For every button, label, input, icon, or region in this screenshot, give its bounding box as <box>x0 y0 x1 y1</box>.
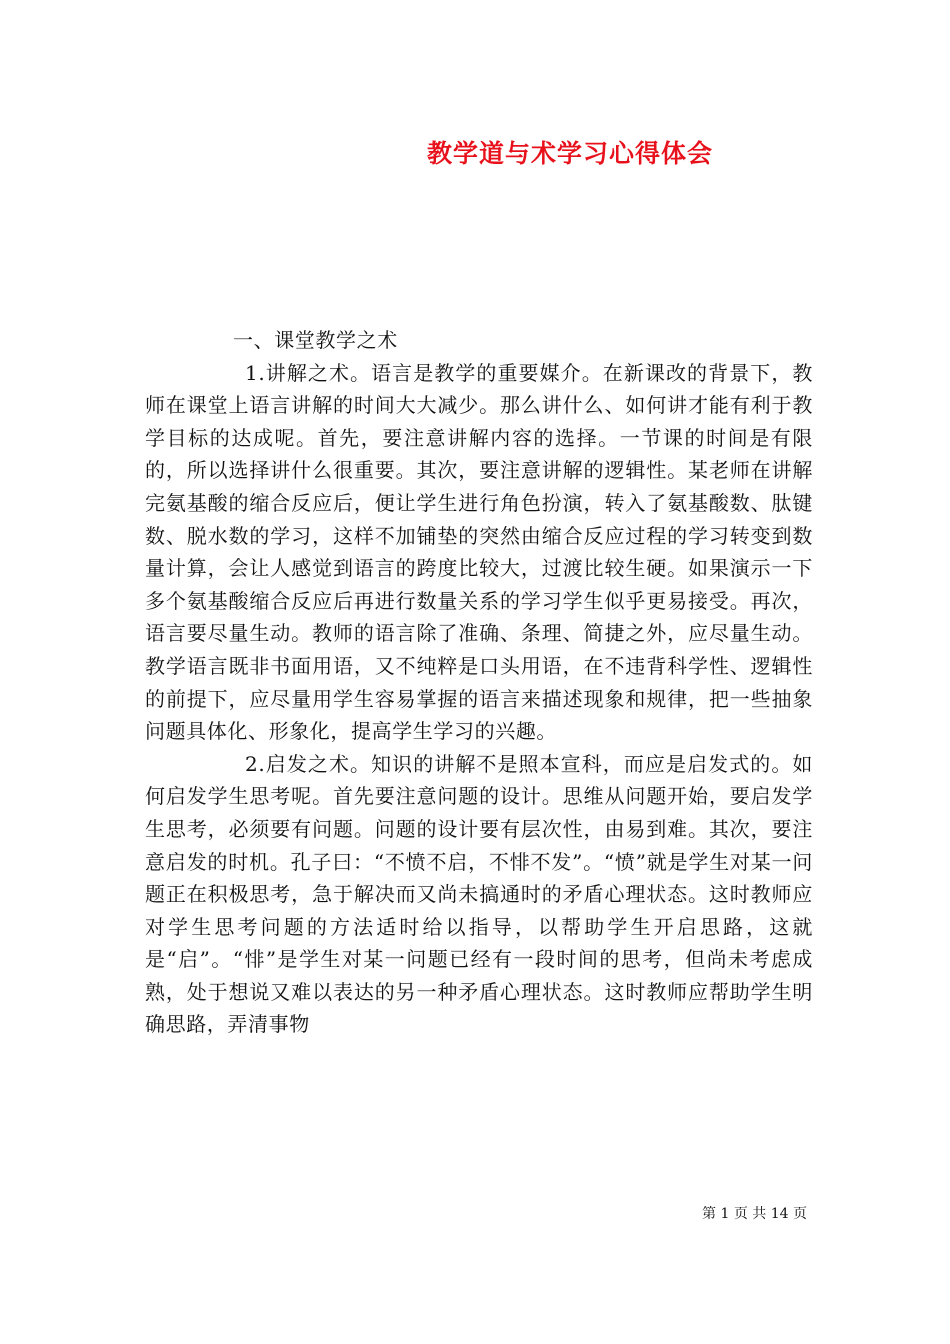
document-body <box>145 324 813 1041</box>
paragraph-explaining: 1.讲解之术。语言是教学的重要媒介。在新课改的背景下，教师在课堂上语言讲解的时间大大减少。那么讲什么、如何讲才能有利于教学目标的达成呢。首先，要注意讲解内容的选择。一节课的时间是有限的，所以选择讲什么很重要。其次，要注意讲解的逻辑性。某老师在讲解完氨基酸的缩合反应后，便让学生进行角色扮演，转入了氨基酸数、肽键数、脱水数的学习，这样不加铺垫的突然由缩合反应过程的学习转变到数量计算，会让人感觉到语言的跨度比较大，过渡比较生硬。如果演示一下多个氨基酸缩合反应后再进行数量关系的学习学生似乎更易接受。再次，语言要尽量生动。教师的语言除了准确、条理、简捷之外，应尽量生动。教学语言既非书面用语，又不纯粹是口头用语，在不违背科学性、逻辑性的前提下，应尽量用学生容易掌握的语言来描述现象和规律，把一些抽象问题具体化、形象化，提高学生学习的兴趣。 <box>145 360 813 744</box>
document-title: 教学道与术学习心得体会 <box>426 139 713 168</box>
paragraph-inspiring: 2.启发之术。知识的讲解不是照本宣科，而应是启发式的。如何启发学生思考呢。首先要注意问题的设计。思维从问题开始，要启发学生思考，必须要有问题。问题的设计要有层次性，由易到难。其次，要注意启发的时机。孔子曰：“不愤不启，不悱不发”。“愤”就是学生对某一问题正在积极思考，急于解决而又尚未搞通时的矛盾心理状态。这时教师应对学生思考问题的方法适时给以指导，以帮助学生开启思路，这就是“启”。“悱”是学生对某一问题已经有一段时间的思考，但尚未考虑成熟，处于想说又难以表达的另一种矛盾心理状态。这时教师应帮助学生明确思路，弄清事物 <box>145 751 813 1037</box>
page-number-footer: 第 1 页 共 14 页 <box>702 1206 807 1222</box>
section-heading: 一、课堂教学之术 <box>233 328 398 352</box>
